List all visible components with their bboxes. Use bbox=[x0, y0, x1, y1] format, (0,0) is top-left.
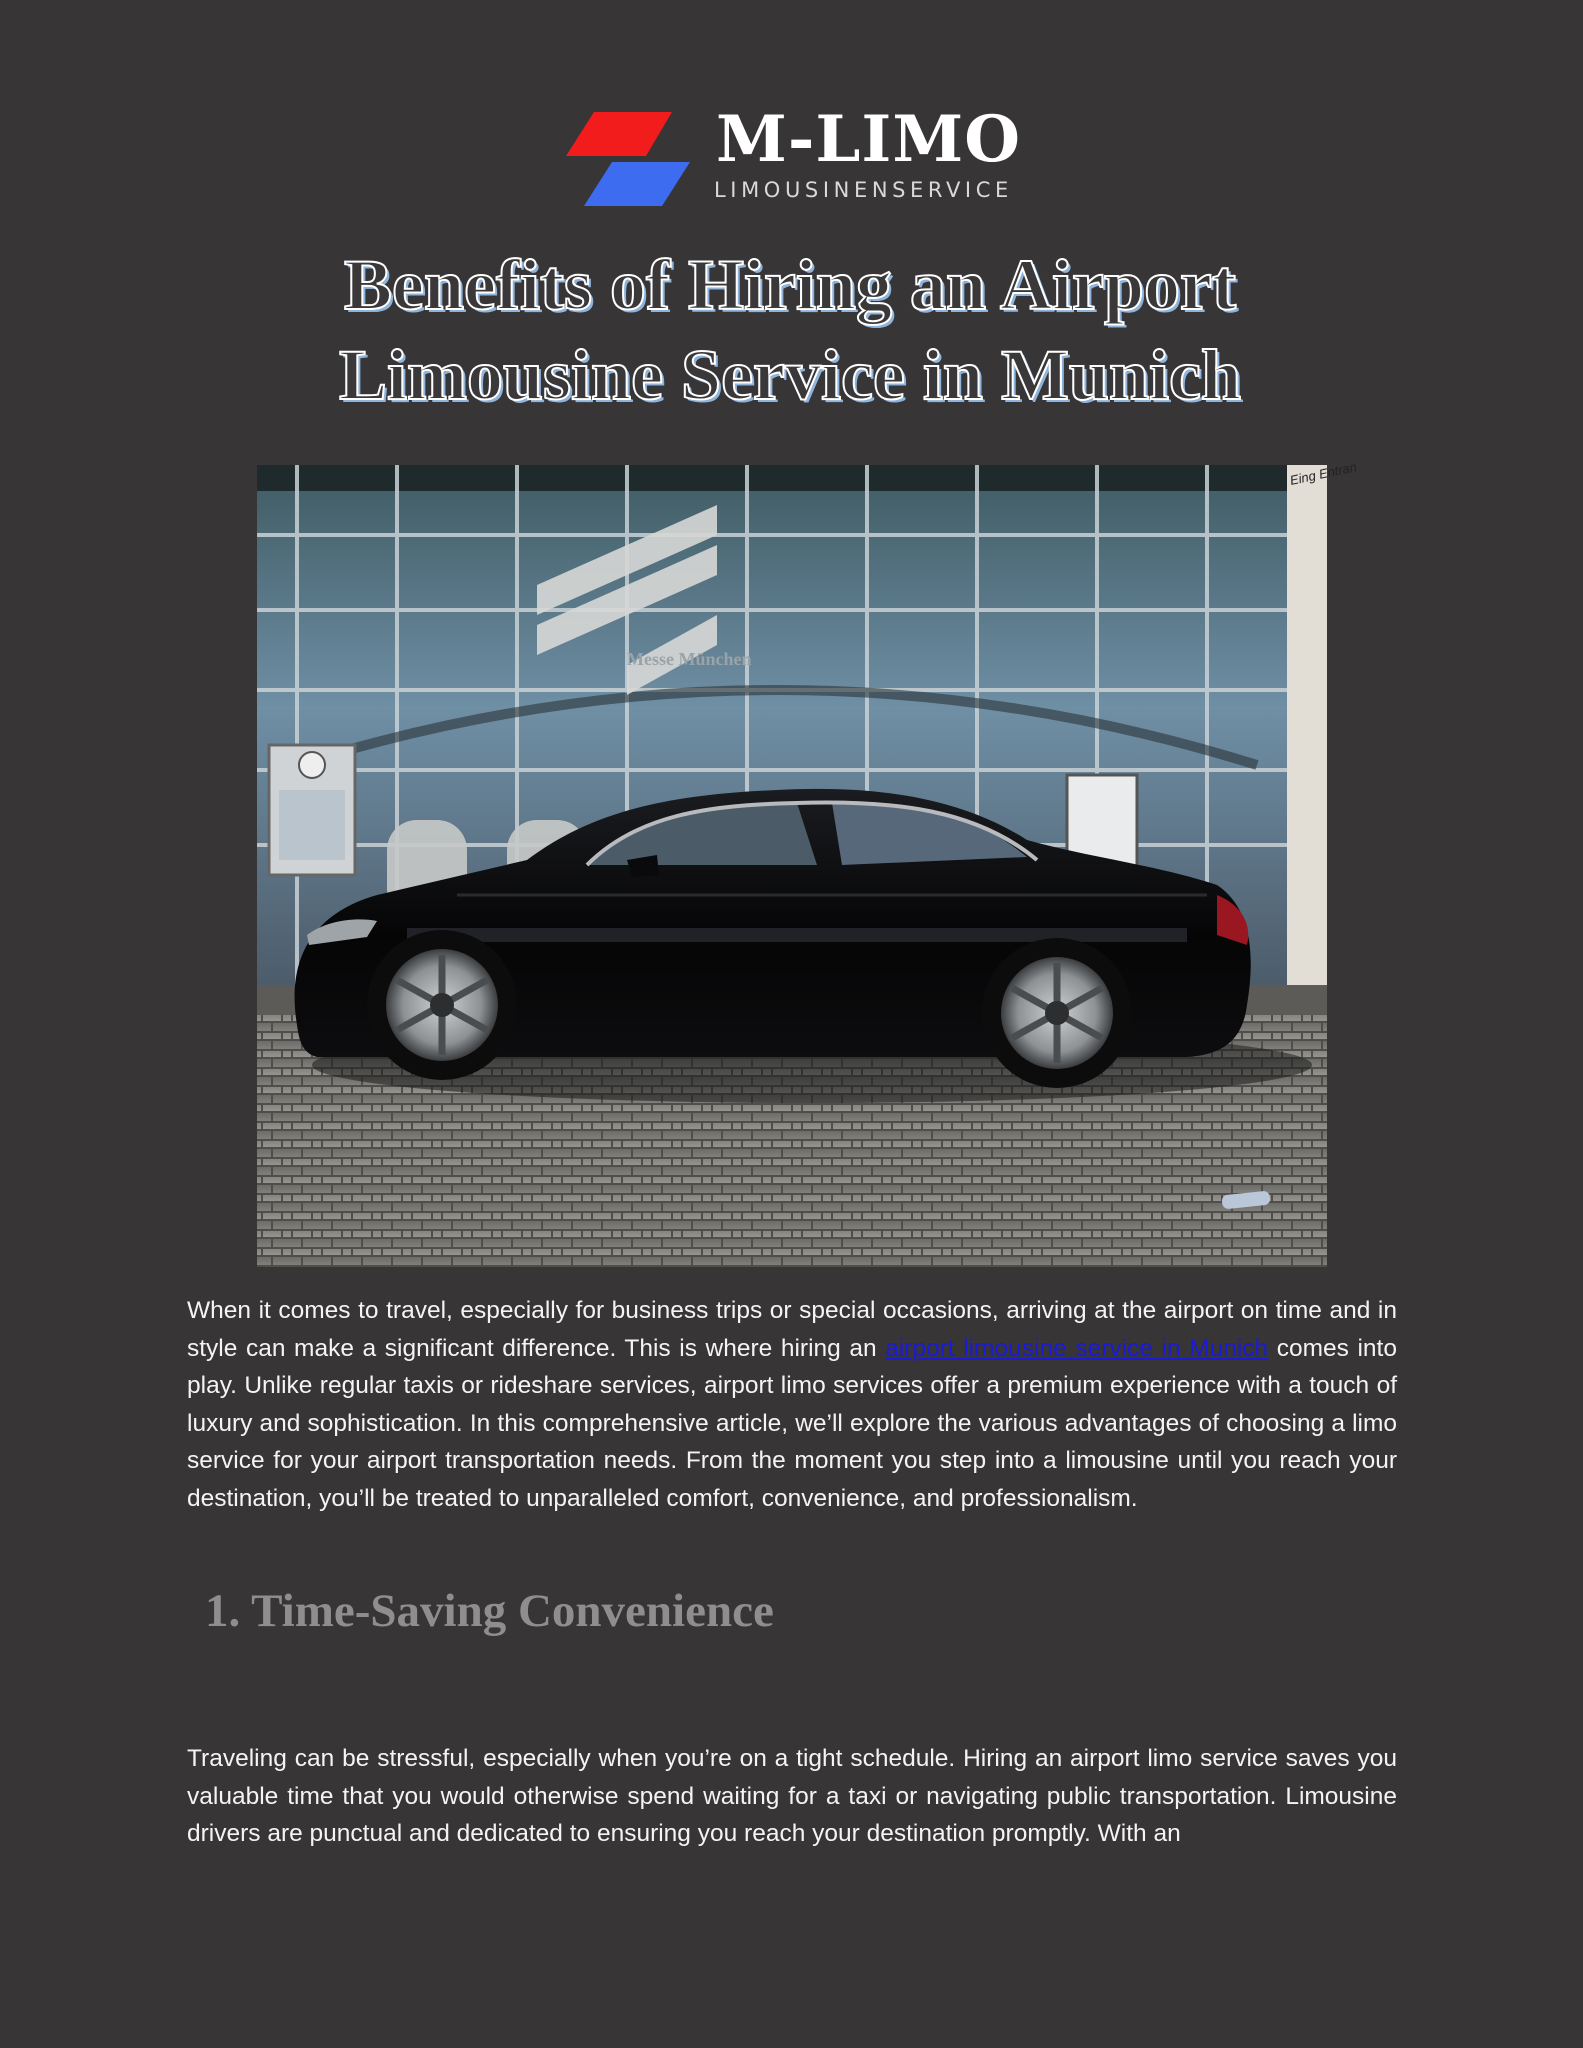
page-title-line-2: Limousine Service in Munich bbox=[338, 335, 1242, 415]
hero-entrance-sign: Eing Entran bbox=[1288, 459, 1359, 488]
car-wheel-rear bbox=[982, 938, 1132, 1088]
section-heading-time-saving: 1. Time-Saving Convenience bbox=[205, 1585, 774, 1637]
car-wheel-front bbox=[367, 930, 517, 1080]
page-title-line-1: Benefits of Hiring an Airport bbox=[344, 245, 1236, 325]
logo-red-shape bbox=[566, 112, 672, 156]
hero-building-sign: Messe München bbox=[627, 649, 752, 669]
hero-image-limousine bbox=[257, 459, 1359, 1267]
intro-text-after-link: comes into play. Unlike regular taxis or rideshare services, airport limo services offer a premium experience with a touch of luxury and sophistication. In this comprehensive article, we’ll explore the various advantages of choosing a limo service for your airport transportation needs. From the moment you step into a limousine until you reach your destination, you’ll be treated to unparalleled comfort, convenience, and professionalism. bbox=[187, 1334, 1397, 1512]
intro-paragraph bbox=[187, 1292, 1397, 1518]
logo-tagline: LIMOUSINENSERVICE bbox=[714, 178, 1013, 202]
brand-logo bbox=[566, 102, 1021, 208]
page-title bbox=[230, 240, 1350, 420]
logo-blue-shape bbox=[584, 162, 690, 206]
airport-limousine-link[interactable]: airport limousine service in Munich bbox=[885, 1334, 1269, 1362]
logo-mark-icon bbox=[566, 112, 692, 206]
section-1-paragraph: Traveling can be stressful, especially when you’re on a tight schedule. Hiring an airport limo service saves you valuable time that you would otherwise spend waiting for a taxi or navigating public transportation. Limousine drivers are punctual and dedicated to ensuring you reach your destination promptly. With an bbox=[187, 1745, 1397, 1848]
logo-wordmark: M-LIMO bbox=[716, 102, 1021, 177]
intro-text-before-link: When it comes to travel, especially for business trips or special occasions, arriving at the airport on time and in style can make a significant difference. This is where hiring an bbox=[187, 1297, 1397, 1362]
